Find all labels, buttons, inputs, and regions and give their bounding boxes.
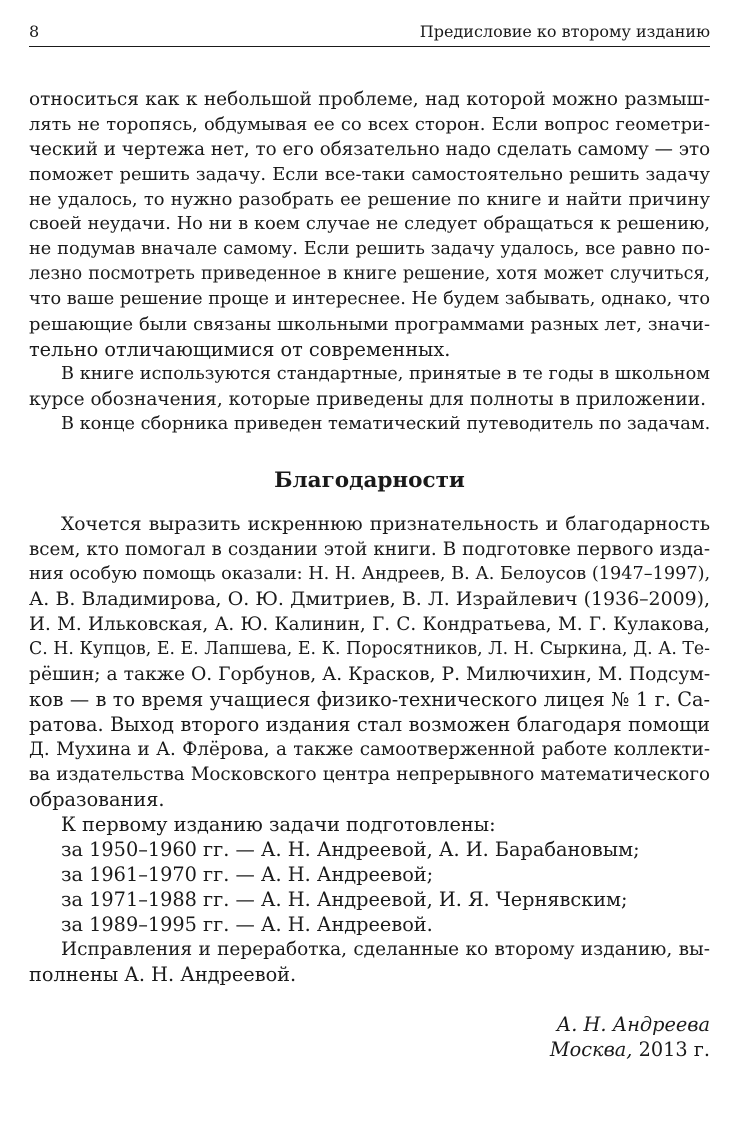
text-line: В конце сборника приведен тематический путеводитель по задачам.	[61, 414, 711, 434]
text-line: своей неудачи. Но ни в коем случае не следует обращаться к решению,	[29, 214, 710, 234]
text-line: ва издательства Московского центра непрерывного математического	[29, 764, 710, 785]
text-line: Хочется выразить искреннюю признательность и благодарность	[61, 514, 710, 535]
text-line: за 1961–1970 гг. — А. Н. Андреевой;	[61, 863, 434, 886]
text-line: Д. Мухина и А. Флёрова, а также самоотверженной работе коллекти-	[29, 739, 710, 760]
text-line: рёшин; а также О. Горбунов, А. Красков, Р. Милючихин, М. Подсум-	[29, 664, 711, 685]
text-line: не подумав вначале самому. Если решить задачу удалось, все равно по-	[29, 239, 710, 259]
text-line: В книге используются стандартные, принятые в те годы в школьном	[61, 364, 710, 384]
author-signature: А. Н. Андреева	[556, 1013, 710, 1036]
text-line: ков — в то время учащиеся физико-технического лицея № 1 г. Са-	[29, 688, 710, 711]
text-line: полнены А. Н. Андреевой.	[29, 963, 297, 986]
text-line: И. М. Ильковская, А. Ю. Калинин, Г. С. Кондратьева, М. Г. Кулакова,	[29, 614, 710, 635]
signature-year: 2013 г.	[638, 1038, 710, 1061]
place-date	[550, 1037, 710, 1062]
text-line: курсе обозначения, которые приведены для полноты в приложении.	[29, 389, 706, 410]
text-line: относиться как к небольшой проблеме, над которой можно размыш-	[29, 89, 710, 110]
text-line: за 1971–1988 гг. — А. Н. Андреевой, И. Я. Чернявским;	[61, 888, 628, 911]
text-line: С. Н. Купцов, Е. Е. Лапшева, Е. К. Поросятников, Л. Н. Сыркина, Д. А. Те-	[29, 639, 710, 659]
running-header	[29, 20, 710, 47]
text-line: Исправления и переработка, сделанные ко второму изданию, вы-	[61, 939, 710, 960]
page-number: 8	[29, 22, 40, 41]
text-line: лезно посмотреть приведенное в книге решение, хотя может случиться,	[29, 264, 710, 284]
section-title: Благодарности	[274, 468, 465, 493]
text-line: за 1989–1995 гг. — А. Н. Андреевой.	[61, 913, 433, 936]
text-line: ческий и чертежа нет, то его обязательно надо сделать самому — это	[29, 139, 711, 160]
text-line: ратова. Выход второго издания стал возможен благодаря помощи	[29, 713, 710, 736]
text-line: поможет решить задачу. Если все-таки самостоятельно решить задачу	[29, 164, 710, 185]
text-line: за 1950–1960 гг. — А. Н. Андреевой, А. И. Барабановым;	[61, 838, 640, 861]
text-line: не удалось, то нужно разобрать ее решение по книге и найти причину	[29, 189, 710, 210]
text-line: лять не торопясь, обдумывая ее со всех сторон. Если вопрос геометри-	[29, 114, 710, 135]
text-line: тельно отличающимися от современных.	[29, 338, 451, 361]
text-line: решающие были связаны школьными программами разных лет, значи-	[29, 314, 710, 335]
signature-place: Москва,	[549, 1038, 633, 1061]
text-line: образования.	[29, 788, 165, 811]
text-line: А. В. Владимирова, О. Ю. Дмитриев, В. Л. Израйлевич (1936–2009),	[29, 588, 710, 610]
text-line: ния особую помощь оказали: Н. Н. Андреев, В. А. Белоусов (1947–1997),	[29, 564, 711, 584]
text-line: всем, кто помогал в создании этой книги. В подготовке первого изда-	[29, 539, 710, 560]
running-title: Предисловие ко второму изданию	[419, 22, 710, 41]
text-line: К первому изданию задачи подготовлены:	[61, 813, 496, 836]
text-line: что ваше решение проще и интереснее. Не будем забывать, однако, что	[29, 289, 710, 309]
